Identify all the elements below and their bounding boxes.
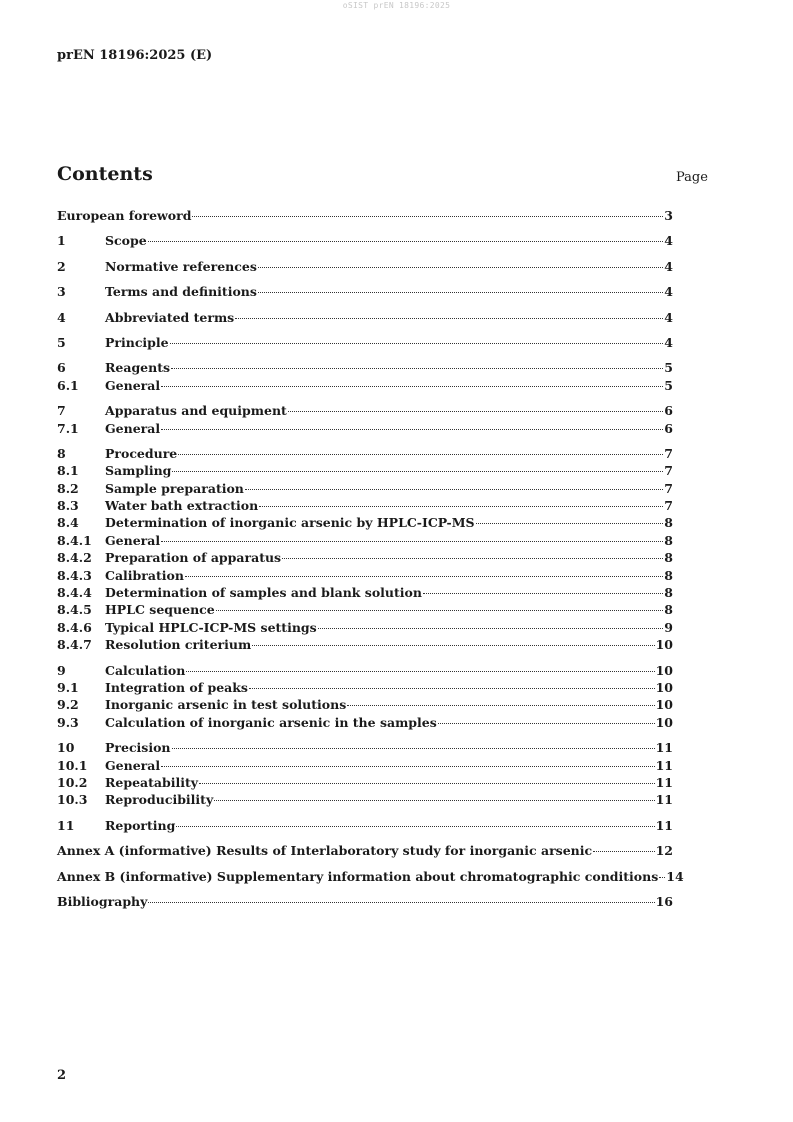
toc-entry-number: 10.3 <box>57 792 88 808</box>
toc-dot-leader <box>347 705 654 706</box>
toc-entry-number: 8.1 <box>57 463 79 479</box>
toc-entry[interactable] <box>57 258 673 275</box>
toc-entry-page: 7 <box>664 463 673 479</box>
toc-entry-page: 11 <box>655 740 673 756</box>
toc-entry-title: Apparatus and equipment <box>105 403 287 419</box>
toc-entry-number: 4 <box>57 309 66 325</box>
toc-entry-number: 8.4.7 <box>57 637 92 653</box>
toc-entry[interactable] <box>57 462 673 479</box>
toc-entry-page: 4 <box>664 334 673 350</box>
toc-entry[interactable] <box>57 514 673 531</box>
toc-entry-number: 8 <box>57 445 66 461</box>
toc-entry[interactable] <box>57 893 673 910</box>
toc-entry-title: Inorganic arsenic in test solutions <box>105 697 347 713</box>
toc-entry[interactable] <box>57 445 673 462</box>
toc-dot-leader <box>176 826 654 827</box>
toc-entry-title: HPLC sequence <box>105 602 215 618</box>
toc-entry-page: 10 <box>655 637 673 653</box>
toc-dot-leader <box>161 386 663 387</box>
toc-entry-number: 7 <box>57 403 66 419</box>
toc-entry-number: 8.4 <box>57 515 79 531</box>
toc-entry-number: 6.1 <box>57 377 79 393</box>
toc-entry-page: 8 <box>664 532 673 548</box>
toc-entry[interactable] <box>57 532 673 549</box>
toc-entry[interactable] <box>57 714 673 731</box>
toc-entry[interactable] <box>57 791 673 808</box>
toc-entry[interactable] <box>57 309 673 326</box>
toc-entry-number: 9.3 <box>57 714 79 730</box>
toc-dot-leader <box>423 593 663 594</box>
toc-entry[interactable] <box>57 739 673 756</box>
table-of-contents <box>57 207 684 910</box>
page-number: 2 <box>57 1068 67 1083</box>
toc-entry[interactable] <box>57 619 673 636</box>
toc-entry-title: Reagents <box>105 360 171 376</box>
toc-entry-number: 8.4.4 <box>57 585 92 601</box>
toc-entry-title: Scope <box>105 233 147 249</box>
toc-entry-number: 9.1 <box>57 679 79 695</box>
toc-entry-number: 8.4.5 <box>57 602 92 618</box>
toc-entry-page: 11 <box>655 817 673 833</box>
toc-entry-title: Terms and definitions <box>105 284 257 300</box>
toc-entry-title: Sample preparation <box>105 480 244 496</box>
toc-dot-leader <box>249 688 655 689</box>
toc-entry-page: 10 <box>655 697 673 713</box>
toc-entry-title: Repeatability <box>105 774 199 790</box>
toc-entry-number: 6 <box>57 360 66 376</box>
toc-entry[interactable] <box>57 377 673 394</box>
toc-dot-leader <box>161 429 663 430</box>
toc-dot-leader <box>172 471 663 472</box>
toc-entry[interactable] <box>57 480 673 497</box>
toc-dot-leader <box>171 368 663 369</box>
toc-dot-leader <box>235 318 663 319</box>
toc-entry[interactable] <box>57 207 673 224</box>
toc-entry-number: 8.4.6 <box>57 619 92 635</box>
toc-dot-leader <box>192 216 663 217</box>
toc-entry-page: 4 <box>664 233 673 249</box>
toc-dot-leader <box>185 576 663 577</box>
toc-dot-leader <box>216 610 664 611</box>
toc-entry-title: General <box>105 377 161 393</box>
toc-entry[interactable] <box>57 359 673 376</box>
toc-dot-leader <box>318 628 664 629</box>
toc-dot-leader <box>252 645 654 646</box>
toc-dot-leader <box>659 877 665 878</box>
toc-dot-leader <box>258 267 663 268</box>
toc-dot-leader <box>161 541 663 542</box>
toc-entry[interactable] <box>57 696 673 713</box>
toc-entry-number: 9 <box>57 662 66 678</box>
toc-entry-page: 9 <box>664 619 673 635</box>
toc-entry[interactable] <box>57 842 673 859</box>
toc-entry-number: 9.2 <box>57 697 79 713</box>
toc-entry-number: 10 <box>57 740 75 756</box>
toc-entry-number: 7.1 <box>57 420 79 436</box>
toc-entry[interactable] <box>57 549 673 566</box>
toc-entry-page: 8 <box>664 515 673 531</box>
toc-entry-title: Determination of inorganic arsenic by HPLC-ICP-MS <box>105 515 475 531</box>
toc-entry-page: 4 <box>664 258 673 274</box>
toc-dot-leader <box>476 523 664 524</box>
toc-entry-page: 6 <box>664 420 673 436</box>
toc-entry-page: 6 <box>664 403 673 419</box>
toc-dot-leader <box>178 454 663 455</box>
toc-entry-number: 5 <box>57 334 66 350</box>
toc-entry-title: Principle <box>105 334 169 350</box>
toc-dot-leader <box>282 558 663 559</box>
toc-entry-title: Procedure <box>105 445 178 461</box>
toc-dot-leader <box>593 851 654 852</box>
toc-entry-title: Annex A (informative) Results of Interlaboratory study for inorganic arsenic <box>57 843 593 859</box>
toc-entry-title: General <box>105 420 161 436</box>
toc-entry-title: Bibliography <box>57 893 148 909</box>
toc-entry-title: Annex B (informative) Supplementary information about chromatographic conditions <box>57 868 659 884</box>
toc-entry-number: 3 <box>57 284 66 300</box>
toc-entry-page: 8 <box>664 550 673 566</box>
toc-entry-page: 10 <box>655 714 673 730</box>
toc-dot-leader <box>245 489 663 490</box>
toc-entry-page: 7 <box>664 445 673 461</box>
toc-dot-leader <box>161 766 654 767</box>
toc-entry[interactable] <box>57 817 673 834</box>
toc-entry-number: 8.4.2 <box>57 550 92 566</box>
toc-entry-title: Preparation of apparatus <box>105 550 282 566</box>
toc-entry-page: 3 <box>664 208 673 223</box>
toc-entry-page: 8 <box>664 585 673 601</box>
toc-entry-number: 10.1 <box>57 757 88 773</box>
toc-entry-page: 7 <box>664 498 673 514</box>
toc-entry-title: Normative references <box>105 258 257 274</box>
toc-entry-page: 11 <box>655 774 673 790</box>
toc-entry[interactable] <box>57 601 673 618</box>
toc-dot-leader <box>148 902 654 903</box>
toc-entry[interactable] <box>57 497 673 514</box>
toc-entry-title: Calculation of inorganic arsenic in the samples <box>105 714 437 730</box>
toc-entry-page: 5 <box>664 360 673 376</box>
toc-dot-leader <box>148 241 664 242</box>
toc-entry-title: Calculation <box>105 662 186 678</box>
toc-entry-page: 7 <box>664 480 673 496</box>
toc-dot-leader <box>172 748 655 749</box>
toc-entry[interactable] <box>57 868 684 885</box>
toc-dot-leader <box>288 411 663 412</box>
toc-dot-leader <box>259 506 663 507</box>
toc-entry-title: Calibration <box>105 567 184 583</box>
toc-entry-title: Reproducibility <box>105 792 214 808</box>
toc-entry-title: General <box>105 757 161 773</box>
toc-dot-leader <box>199 783 655 784</box>
toc-entry-title: Sampling <box>105 463 172 479</box>
toc-dot-leader <box>214 800 654 801</box>
toc-entry[interactable] <box>57 420 673 437</box>
toc-entry-page: 10 <box>655 662 673 678</box>
toc-entry-title: Water bath extraction <box>105 498 259 514</box>
toc-entry[interactable] <box>57 636 673 653</box>
document-id: prEN 18196:2025 (E) <box>57 48 213 63</box>
toc-entry-page: 14 <box>666 868 684 884</box>
toc-entry-title: Resolution criterium <box>105 637 252 653</box>
toc-entry[interactable] <box>57 232 673 249</box>
toc-entry-page: 5 <box>664 377 673 393</box>
toc-entry-number: 8.4.1 <box>57 532 92 548</box>
toc-entry[interactable] <box>57 334 673 351</box>
toc-entry-page: 11 <box>655 792 673 808</box>
toc-entry-title: Precision <box>105 740 171 756</box>
toc-entry-number: 8.4.3 <box>57 567 92 583</box>
page-column-label: Page <box>676 170 708 185</box>
toc-entry-page: 8 <box>664 567 673 583</box>
toc-entry[interactable] <box>57 283 673 300</box>
toc-entry-page: 11 <box>655 757 673 773</box>
toc-entry[interactable] <box>57 757 673 774</box>
toc-entry-number: 10.2 <box>57 774 88 790</box>
toc-entry-title: Typical HPLC-ICP-MS settings <box>105 619 317 635</box>
toc-entry-number: 1 <box>57 233 66 249</box>
toc-dot-leader <box>170 343 664 344</box>
toc-entry-number: 8.3 <box>57 498 79 514</box>
toc-entry-page: 10 <box>655 679 673 695</box>
toc-entry[interactable] <box>57 679 673 696</box>
toc-entry-page: 8 <box>664 602 673 618</box>
toc-entry[interactable] <box>57 774 673 791</box>
toc-entry-title: Abbreviated terms <box>105 309 235 325</box>
toc-dot-leader <box>186 671 654 672</box>
toc-entry-page: 12 <box>655 843 673 859</box>
toc-entry[interactable] <box>57 402 673 419</box>
toc-entry-title: Reporting <box>105 817 176 833</box>
page-title: Contents <box>57 163 153 185</box>
toc-entry[interactable] <box>57 662 673 679</box>
toc-entry[interactable] <box>57 584 673 601</box>
toc-dot-leader <box>438 723 655 724</box>
toc-entry-title: Integration of peaks <box>105 679 248 695</box>
toc-entry-title: European foreword <box>57 208 192 223</box>
toc-entry-title: Determination of samples and blank solution <box>105 585 422 601</box>
toc-entry-page: 16 <box>655 893 673 909</box>
toc-entry-number: 2 <box>57 258 66 274</box>
toc-entry[interactable] <box>57 567 673 584</box>
toc-dot-leader <box>258 292 663 293</box>
toc-entry-page: 4 <box>664 284 673 300</box>
toc-entry-title: General <box>105 532 161 548</box>
watermark: oSIST prEN 18196:2025 <box>342 1 451 10</box>
toc-entry-page: 4 <box>664 309 673 325</box>
toc-entry-number: 8.2 <box>57 480 79 496</box>
toc-entry-number: 11 <box>57 817 75 833</box>
